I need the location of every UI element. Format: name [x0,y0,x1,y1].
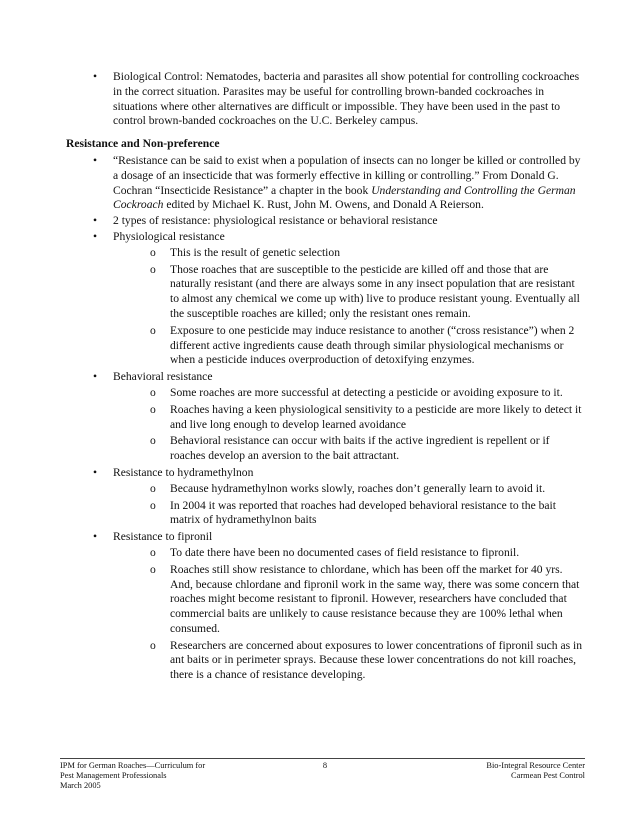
list-item-resistance-quote [60,154,585,213]
sub-bullet: o [150,498,156,512]
list-item-text: Resistance to fipronil [113,530,213,544]
list-item-text: Resistance to hydramethylnon [113,465,254,479]
footer-right [486,761,585,781]
bullet: • [93,214,98,228]
book-title: Understanding and Controlling the German Cockroach [113,183,576,212]
sub-item [60,246,585,261]
footer-audience: Pest Management Professionals [60,771,167,780]
sub-item [60,386,585,401]
sub-item-text: Roaches having a keen physiological sensitivity to a pesticide are more likely to detect it and live long enough to develop learned avoidance [170,402,582,431]
sub-item [60,403,585,433]
list-item-fipronil [60,530,585,545]
bullet: • [93,465,98,479]
sub-bullet: o [150,385,156,399]
list-item-text: Behavioral resistance [113,370,213,384]
sub-item [60,639,585,683]
sub-item-text: This is the result of genetic selection [170,245,340,259]
list-item-behavioral [60,370,585,385]
list-item-hydramethylnon [60,466,585,481]
sub-item [60,434,585,464]
sub-item-text: To date there have been no documented cases of field resistance to fipronil. [170,545,520,559]
sub-bullet: o [150,323,156,337]
sub-item-text: Because hydramethylnon works slowly, roaches don’t generally learn to avoid it. [170,481,546,495]
sub-item-text: Researchers are concerned about exposures to lower concentrations of fipronil such as in ant baits or in perimeter sprays. Because these lower concentrations do not kill roaches, there is a chance of resistance developing. [170,638,583,682]
list-item-physiological [60,230,585,245]
list-item-text: 2 types of resistance: physiological resistance or behavioral resistance [113,214,438,228]
sub-item [60,563,585,637]
page-footer [60,758,585,790]
list-item-two-types [60,214,585,229]
sub-bullet: o [150,481,156,495]
quote-text-end: edited by Michael K. Rust, John M. Owens, and Donald A Reierson. [163,198,484,212]
bullet: • [93,70,98,83]
page-number: 8 [322,761,328,770]
footer-date: March 2005 [60,781,101,790]
sub-bullet: o [150,402,156,416]
sub-bullet: o [150,545,156,559]
sub-item-text: Behavioral resistance can occur with baits if the active ingredient is repellent or if roaches develop an aversion to the bait attractant. [170,434,550,463]
list-item-text: Physiological resistance [113,229,225,243]
sub-item-text: Those roaches that are susceptible to the pesticide are killed off and those that are naturally resistant (and there are always some in any insect population that are resistant to almost any chemical we come up with) live to produce resistant young. Eventually all the susceptible roaches are killed; only the resistant ones remain. [170,262,580,320]
sub-item [60,482,585,497]
sub-item [60,499,585,529]
list-item-text: Biological Control: Nematodes, bacteria and parasites all show potential for controlling cockroaches in the correct situation. Parasites may be useful for controlling brown-banded cockroaches in situations where other alternatives are difficult or impossible. They have been used in the past to control brown-banded cockroaches on the U.C. Berkeley campus. [113,70,580,128]
sub-item-text: Exposure to one pesticide may induce resistance to another (“cross resistance”) when 2 different active ingredients cause death through similar physiological mechanisms or when a pesticide induces overproduction of detoxifying enzymes. [170,323,575,367]
sub-item [60,546,585,561]
footer-course-title: IPM for German Roaches—Curriculum for [60,761,206,770]
sub-item-text: In 2004 it was reported that roaches had developed behavioral resistance to the bait matrix of hydramethylnon baits [170,498,556,527]
bullet: • [93,229,98,243]
sub-bullet: o [150,245,156,259]
sub-bullet: o [150,638,156,652]
bullet: • [93,370,98,384]
sub-item-text: Some roaches are more successful at detecting a pesticide or avoiding exposure to it. [170,385,563,399]
sub-bullet: o [150,562,156,576]
list-item-biological-control [60,70,585,129]
page-body [60,70,585,685]
footer-left [60,761,205,791]
bullet: • [93,530,98,544]
sub-bullet: o [150,434,156,448]
sub-item [60,324,585,368]
sub-item-text: Roaches still show resistance to chlordane, which has been off the market for 40 yrs. And, because chlordane and fipronil work in the same way, there was some concern that roaches might become resistant to fipronil. However, researchers have concluded that commercial baits are unlikely to cause resistance because they are 100% lethal when consumed. [170,562,580,635]
sub-bullet: o [150,262,156,276]
footer-org-2: Carmean Pest Control [511,771,585,780]
quote-text: “Resistance can be said to exist when a population of insects can no longer be killed or controlled by a dosage of an insecticide that was formerly effective in killing or controlling.” From Donald G. Cochran “Insecticide Resistance” a chapter in the book [113,153,581,197]
bullet: • [93,153,98,167]
section-heading: Resistance and Non-preference [66,137,220,151]
sub-item [60,263,585,322]
footer-org-1: Bio-Integral Resource Center [486,761,585,770]
